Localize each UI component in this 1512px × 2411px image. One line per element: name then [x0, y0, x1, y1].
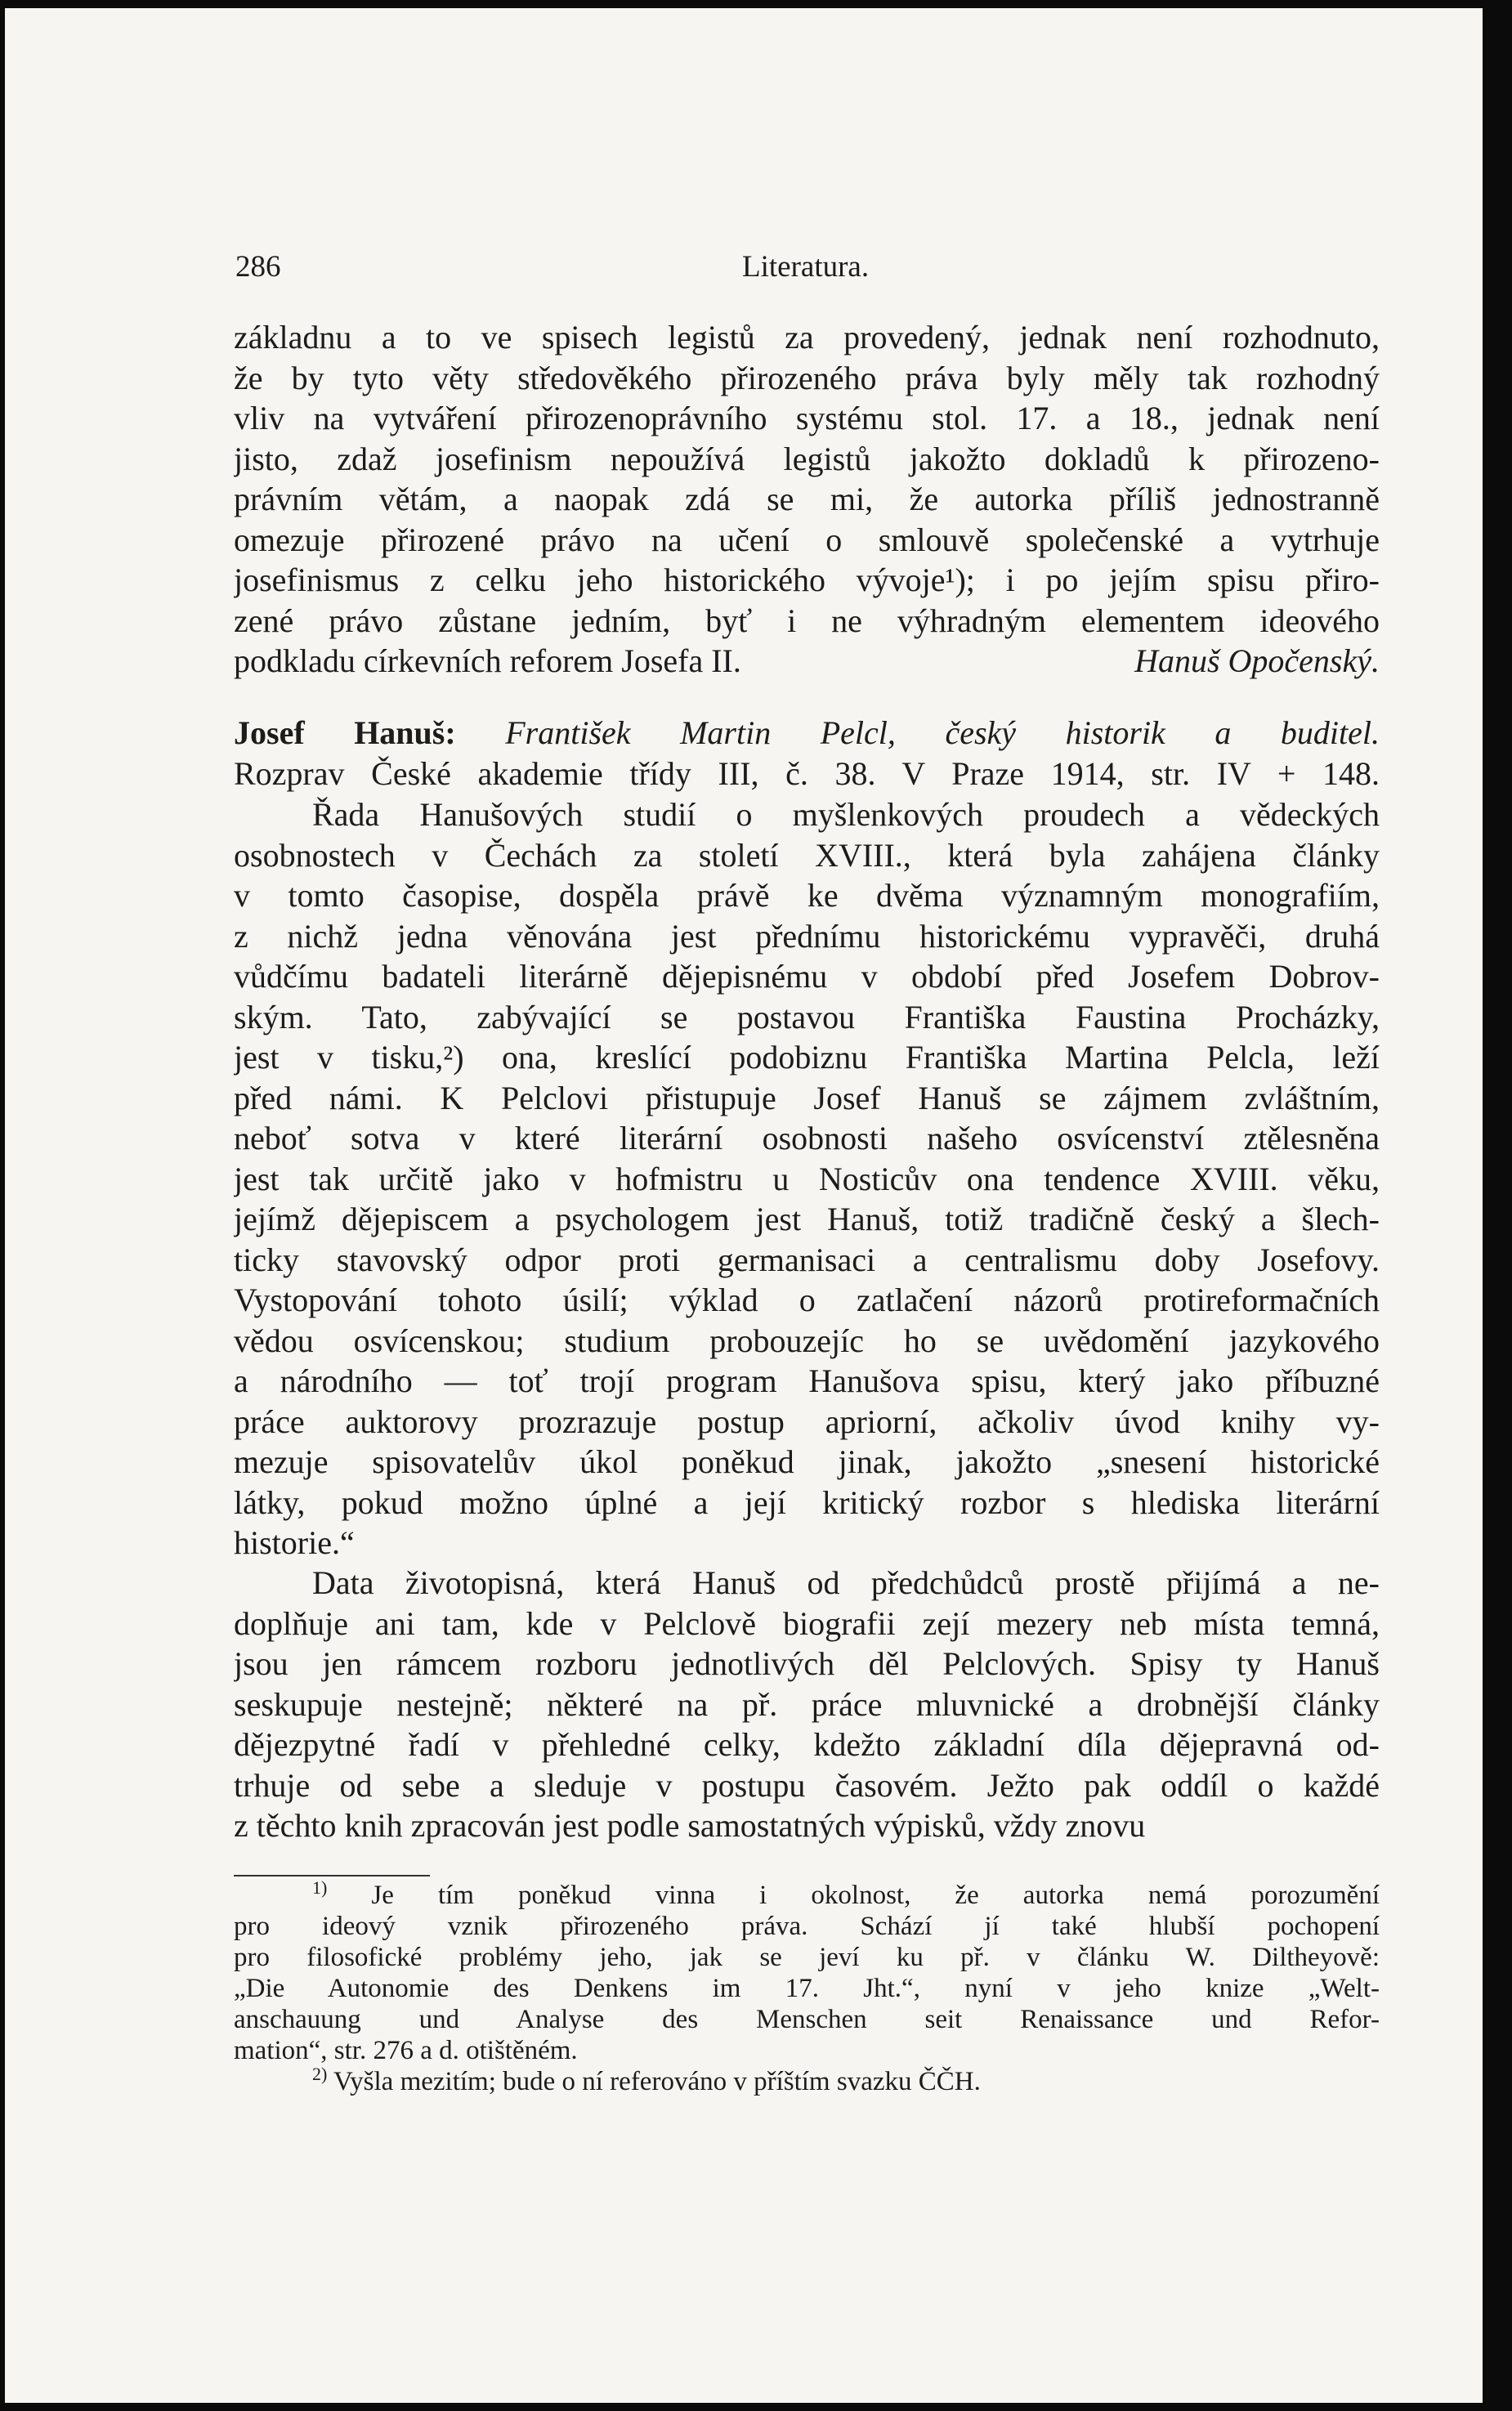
footnote-marker: 1)	[312, 1880, 328, 1898]
text-line: právním větám, a naopak zdá se mi, že autorka příliš jednostranně	[234, 481, 1380, 517]
text-line: vliv na vytváření přirozenoprávního systému stol. 17. a 18., jednak není	[234, 400, 1380, 436]
text-line: před námi. K Pelclovi přistupuje Josef Hanuš se zájmem zvláštním,	[234, 1079, 1380, 1116]
section-opocensky	[234, 317, 1380, 682]
text-line: zené právo zůstane jedním, byť i ne výhradným elementem ideového	[234, 602, 1380, 639]
review-heading	[234, 713, 1380, 794]
text-line: vůdčímu badateli literárně dějepisnému v období před Josefem Dobrov-	[234, 958, 1380, 995]
text-line: základnu a to ve spisech legistů za provedený, jednak není rozhodnuto,	[234, 319, 1380, 356]
text-line: v tomto časopise, dospěla právě ke dvěma významným monografiím,	[234, 877, 1380, 914]
text-line: doplňuje ani tam, kde v Pelclově biografii zejí mezery neb místa temná,	[234, 1604, 1380, 1642]
text-line: dějezpytné řadí v přehledné celky, kdežto základní díla dějepravná od-	[234, 1726, 1380, 1763]
text-line: jest v tisku,²) ona, kreslící podobiznu Františka Martina Pelcla, leží	[234, 1039, 1380, 1076]
text-line: z těchto knih zpracován jest podle samostatných výpisků, vždy znovu	[234, 1807, 1146, 1844]
last-line-text: podkladu církevních reforem Josefa II.	[234, 642, 741, 679]
text-line: ským. Tato, zabývající se postavou Františka Faustina Procházky,	[234, 998, 1380, 1036]
footnote-line	[234, 1880, 1380, 1911]
text-line: práce auktorovy prozrazuje postup apriorní, ačkoliv úvod knihy vy-	[234, 1402, 1380, 1440]
text-line	[234, 641, 1380, 682]
footnote-2	[234, 2066, 1380, 2097]
text-line: osobnostech v Čechách za století XVIII., která byla zahájena články	[234, 836, 1380, 874]
text-line: látky, pokud možno úplné a její kritický rozbor s hlediska literární	[234, 1483, 1380, 1521]
footnote-line: pro ideový vznik přirozeného práva. Schází jí také hlubší pochopení	[234, 1912, 1380, 1941]
text-line: jejímž dějepiscem a psychologem jest Hanuš, totiž tradičně český a šlech-	[234, 1201, 1380, 1237]
reviewer-signature: Hanuš Opočenský.	[1134, 642, 1380, 679]
text-line: že by tyto věty středověkého přirozeného práva byly měly tak rozhodný	[234, 359, 1380, 396]
review-author: Josef Hanuš:	[234, 714, 456, 751]
text-line: mezuje spisovatelův úkol poněkud jinak, jakožto „snesení historické	[234, 1443, 1380, 1480]
footnote-line: pro filosofické problémy jeho, jak se jeví ku př. v článku W. Diltheyově:	[234, 1943, 1380, 1972]
text-line: seskupuje nestejně; některé na př. práce mluvnické a drobnější články	[234, 1685, 1380, 1723]
review-paragraph-2	[234, 1563, 1380, 1846]
text-line: vědou osvícenskou; studium probouzejíc ho se uvědomění jazykového	[234, 1322, 1380, 1359]
review-title-line	[234, 713, 1380, 754]
footnote-line: „Die Autonomie des Denkens im 17. Jht.“, nyní v jeho knize „Welt-	[234, 1974, 1380, 2003]
footnote-divider	[234, 1875, 430, 1876]
footnote-marker: 2)	[312, 2066, 328, 2084]
page	[5, 8, 1483, 2403]
text-line: Řada Hanušových studií o myšlenkových proudech a vědeckých	[312, 796, 1380, 833]
review-citation: Rozprav České akademie třídy III, č. 38. V Praze 1914, str. IV + 148.	[234, 754, 1380, 792]
footnote-line: anschauung und Analyse des Menschen seit Renaissance und Refor-	[234, 2005, 1380, 2034]
text-line: jest tak určitě jako v hofmistru u Nosticův ona tendence XVIII. věku,	[234, 1160, 1380, 1197]
text-line: Data životopisná, která Hanuš od předchůdců prostě přijímá a ne-	[312, 1564, 1380, 1601]
review-book-title: František Martin Pelcl, český historik a buditel.	[505, 714, 1380, 751]
text-line: ticky stavovský odpor proti germanisaci a centralismu doby Josefovy.	[234, 1241, 1380, 1278]
text-line: jisto, zdaž josefinism nepoužívá legistů jakožto dokladů k přirozeno-	[234, 440, 1380, 477]
running-title: Literatura.	[742, 250, 870, 284]
text-line: a národního — toť trojí program Hanušova spisu, který jako příbuzné	[234, 1362, 1380, 1399]
text-line: trhuje od sebe a sleduje v postupu časovém. Ježto pak oddíl o každé	[234, 1766, 1380, 1804]
text-line: josefinismus z celku jeho historického vývoje¹); i po jejím spisu přiro-	[234, 561, 1380, 598]
footnote-line: mation“, str. 276 a d. otištěném.	[234, 2036, 578, 2065]
text-line: Vystopování tohoto úsilí; výklad o zatlačení názorů protireformačních	[234, 1282, 1380, 1318]
review-paragraph-1	[234, 794, 1380, 1563]
footnote-text: Je tím poněkud vinna i okolnost, že autorka nemá porozumění	[371, 1881, 1380, 1910]
text-line: historie.“	[234, 1524, 355, 1561]
footnotes	[234, 1880, 1380, 2097]
text-line: jsou jen rámcem rozboru jednotlivých děl Pelclových. Spisy ty Hanuš	[234, 1645, 1380, 1682]
page-number: 286	[235, 250, 281, 284]
running-header	[235, 239, 1378, 289]
text-line: omezuje přirozené právo na učení o smlouvě společenské a vytrhuje	[234, 521, 1380, 558]
text-line: z nichž jedna věnována jest přednímu historickému vypravěči, druhá	[234, 917, 1380, 955]
footnote-text: Vyšla mezitím; bude o ní referováno v příštím svazku ČČH.	[333, 2067, 981, 2096]
text-line: neboť sotva v které literární osobnosti našeho osvícenství ztělesněna	[234, 1120, 1380, 1156]
